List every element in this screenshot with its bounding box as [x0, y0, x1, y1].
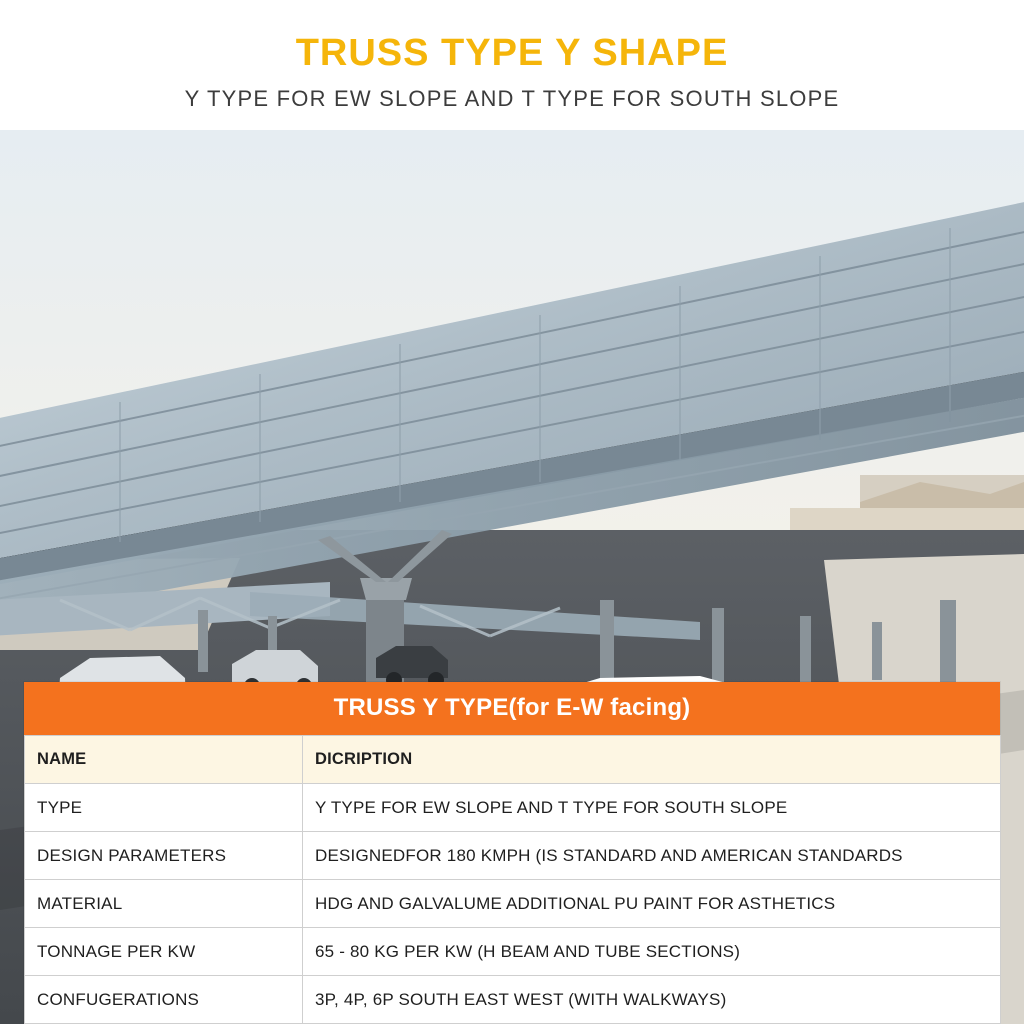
row-description: HDG AND GALVALUME ADDITIONAL PU PAINT FOR ASTHETICS — [303, 880, 1001, 928]
row-description: Y TYPE FOR EW SLOPE AND T TYPE FOR SOUTH SLOPE — [303, 784, 1001, 832]
header — [0, 0, 1024, 112]
table-row — [25, 928, 1001, 976]
row-name: TONNAGE PER KW — [25, 928, 303, 976]
page-title: TRUSS TYPE Y SHAPE — [295, 32, 729, 74]
column-header-name: NAME — [25, 736, 303, 784]
row-description: DESIGNEDFOR 180 KMPH (IS STANDARD AND AMERICAN STANDARDS — [303, 832, 1001, 880]
page-subtitle: Y TYPE FOR EW SLOPE AND T TYPE FOR SOUTH SLOPE — [184, 85, 840, 111]
row-name: MATERIAL — [25, 880, 303, 928]
spec-table — [24, 735, 1001, 1024]
table-row — [25, 784, 1001, 832]
spec-table-container — [24, 682, 1000, 1024]
table-row — [25, 832, 1001, 880]
row-name: TYPE — [25, 784, 303, 832]
spec-table-caption: TRUSS Y TYPE(for E-W facing) — [24, 682, 1000, 735]
table-row — [25, 880, 1001, 928]
column-header-description: DICRIPTION — [303, 736, 1001, 784]
table-header-row — [25, 736, 1001, 784]
row-name: DESIGN PARAMETERS — [25, 832, 303, 880]
table-row — [25, 976, 1001, 1024]
row-description: 65 - 80 KG PER KW (H BEAM AND TUBE SECTIONS) — [303, 928, 1001, 976]
row-description: 3P, 4P, 6P SOUTH EAST WEST (WITH WALKWAYS) — [303, 976, 1001, 1024]
row-name: CONFUGERATIONS — [25, 976, 303, 1024]
